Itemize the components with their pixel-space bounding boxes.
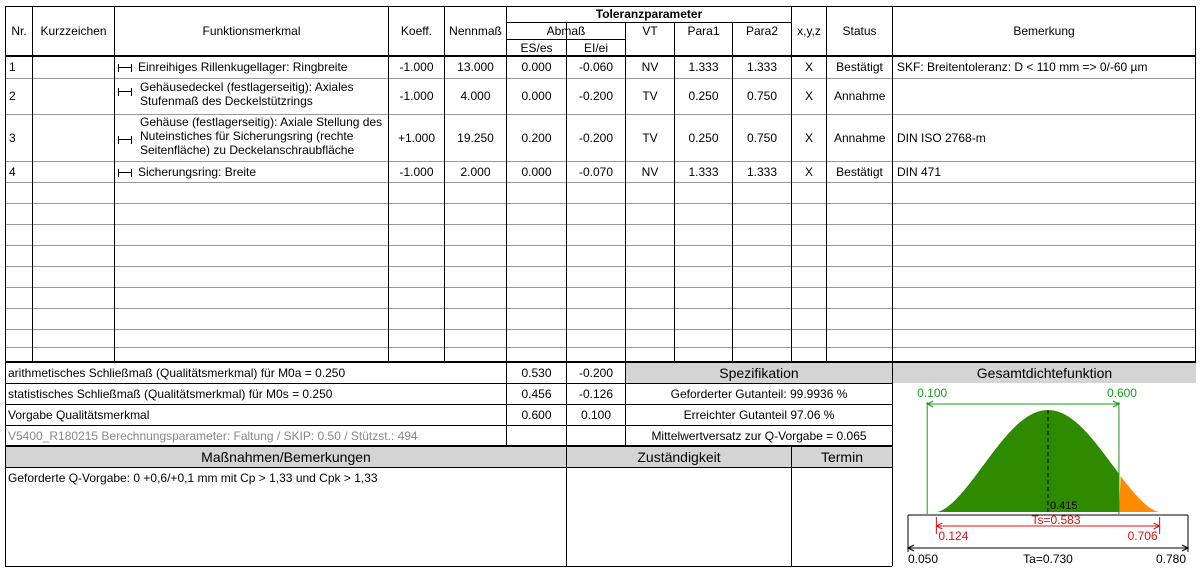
- row-para1: 0.250: [688, 131, 719, 145]
- ts-lower-label: 0.124: [938, 529, 969, 543]
- ta-label: Ta=0.730: [1023, 552, 1073, 566]
- row-es: 0.000: [521, 60, 552, 74]
- col-header-funktionsmerkmal: Funktionsmerkmal: [202, 24, 301, 38]
- ts-label: Ts=0.583: [1031, 513, 1081, 527]
- density-area-out-of-spec: [1119, 476, 1160, 512]
- dimension-icon: [118, 64, 132, 72]
- dimension-icon: [118, 136, 132, 144]
- mittelwertversatz: Mittelwertversatz zur Q-Vorgabe = 0.065: [651, 429, 867, 443]
- termin-header: Termin: [792, 447, 892, 467]
- row-ei: -0.060: [578, 60, 614, 74]
- row-nr: 4: [9, 165, 16, 179]
- row-para1: 1.333: [688, 165, 719, 179]
- stat-schliessmass-label: statistisches Schließmaß (Qualitätsmerkmal) für M0s = 0.250: [8, 387, 333, 401]
- row-para1: 0.250: [688, 89, 719, 103]
- massnahmen-header: Maßnahmen/Bemerkungen: [6, 447, 566, 467]
- col-header-es: ES/es: [520, 41, 553, 55]
- row-koeff: -1.000: [399, 89, 434, 103]
- col-header-nennmass: Nennmaß: [449, 24, 502, 38]
- row-nennmass: 13.000: [457, 60, 494, 74]
- vorgabe-ei: 0.100: [580, 408, 612, 422]
- spezifikation-header: Spezifikation: [626, 363, 892, 383]
- row-nennmass: 19.250: [457, 131, 494, 145]
- row-xyz: X: [804, 131, 813, 145]
- dimension-icon: [118, 169, 132, 177]
- erreichter-gutanteil: Erreichter Gutanteil 97.06 %: [683, 408, 835, 422]
- density-chart: [893, 384, 1196, 568]
- spec-lower-label: 0.100: [917, 386, 948, 400]
- row-para2: 1.333: [746, 165, 778, 179]
- col-header-ei: EI/ei: [583, 41, 608, 55]
- row-vt: NV: [641, 165, 659, 179]
- row-merkmal[interactable]: Gehäusedeckel (festlagerseitig): Axiales Stufenmaß des Deckelstützrings: [140, 80, 354, 108]
- row-bemerkung: [897, 79, 1195, 114]
- row-nr: 2: [9, 89, 16, 103]
- col-header-para1: Para1: [687, 24, 720, 38]
- row-es: 0.000: [521, 89, 552, 103]
- row-ei: -0.200: [578, 89, 614, 103]
- arith-ei: -0.200: [578, 366, 614, 380]
- row-vt: TV: [642, 89, 658, 103]
- row-status: Annahme: [834, 89, 886, 103]
- row-bemerkung: SKF: Breitentoleranz: D < 110 mm => 0/-60 µm: [897, 60, 1148, 74]
- col-header-vt: VT: [642, 24, 658, 38]
- row-vt: NV: [641, 60, 659, 74]
- row-koeff: -1.000: [399, 60, 434, 74]
- row-xyz: X: [804, 165, 813, 179]
- row-ei: -0.070: [578, 165, 614, 179]
- row-para1: 1.333: [688, 60, 719, 74]
- col-header-status: Status: [842, 24, 877, 38]
- massnahmen-text[interactable]: Geforderte Q-Vorgabe: 0 +0,6/+0,1 mm mit Cp > 1,33 und Cpk > 1,33: [8, 471, 378, 485]
- vorgabe-es: 0.600: [521, 408, 552, 422]
- row-para2: 0.750: [746, 89, 778, 103]
- row-nr: 3: [9, 131, 16, 145]
- row-merkmal[interactable]: Gehäuse (festlagerseitig): Axiale Stellung des Nuteinstiches für Sicherungsring (rechte Seitenfläche) zu Deckelanschraubfläche: [140, 115, 383, 157]
- stat-ei: -0.126: [578, 387, 614, 401]
- col-header-koeff: Koeff.: [400, 24, 433, 38]
- col-header-nr: Nr.: [11, 24, 27, 38]
- row-status: Bestätigt: [836, 165, 883, 179]
- row-status: Bestätigt: [836, 60, 883, 74]
- row-koeff: -1.000: [399, 165, 434, 179]
- zustaendigkeit-header: Zuständigkeit: [567, 447, 791, 467]
- row-nr: 1: [9, 60, 16, 74]
- row-bemerkung: DIN ISO 2768-m: [897, 131, 986, 145]
- row-koeff: +1.000: [397, 131, 436, 145]
- ts-upper-label: 0.706: [1127, 529, 1158, 543]
- row-xyz: X: [804, 89, 813, 103]
- gesamtdichte-header: Gesamtdichtefunktion: [893, 363, 1196, 383]
- row-es: 0.000: [521, 165, 552, 179]
- density-area-in-spec: [936, 410, 1119, 512]
- row-ei: -0.200: [578, 131, 614, 145]
- col-header-abmass: Abmaß: [546, 24, 586, 38]
- mean-label: 0.415: [1050, 500, 1078, 512]
- geforderter-gutanteil: Geforderter Gutanteil: 99.9936 %: [670, 387, 848, 401]
- row-merkmal[interactable]: Sicherungsring: Breite: [118, 162, 386, 182]
- row-nennmass: 2.000: [460, 165, 491, 179]
- col-header-kurzzeichen: Kurzzeichen: [40, 24, 107, 38]
- spec-upper-label: 0.600: [1106, 386, 1137, 400]
- row-status: Annahme: [834, 131, 886, 145]
- stat-es: 0.456: [521, 387, 552, 401]
- row-bemerkung: DIN 471: [897, 165, 942, 179]
- col-header-bemerkung: Bemerkung: [1013, 24, 1075, 38]
- dimension-icon: [118, 88, 132, 96]
- ta-upper-label: 0.780: [1155, 552, 1186, 566]
- col-header-toleranzparameter: Toleranzparameter: [595, 7, 703, 21]
- berechnungsparameter: V5400_R180215 Berechnungsparameter: Faltung / SKIP: 0.50 / Stützst.: 494: [8, 429, 418, 443]
- col-header-para2: Para2: [745, 24, 779, 38]
- row-merkmal[interactable]: Einreihiges Rillenkugellager: Ringbreite: [118, 57, 386, 78]
- row-para2: 1.333: [746, 60, 778, 74]
- row-xyz: X: [804, 60, 813, 74]
- vorgabe-label: Vorgabe Qualitätsmerkmal: [8, 408, 150, 422]
- row-vt: TV: [642, 131, 658, 145]
- row-es: 0.200: [521, 131, 552, 145]
- ta-lower-label: 0.050: [908, 552, 939, 566]
- arith-es: 0.530: [521, 366, 552, 380]
- col-header-xyz: x,y,z: [797, 24, 821, 38]
- row-nennmass: 4.000: [460, 89, 491, 103]
- arith-schliessmass-label: arithmetisches Schließmaß (Qualitätsmerkmal) für M0a = 0.250: [8, 366, 346, 380]
- row-para2: 0.750: [746, 131, 778, 145]
